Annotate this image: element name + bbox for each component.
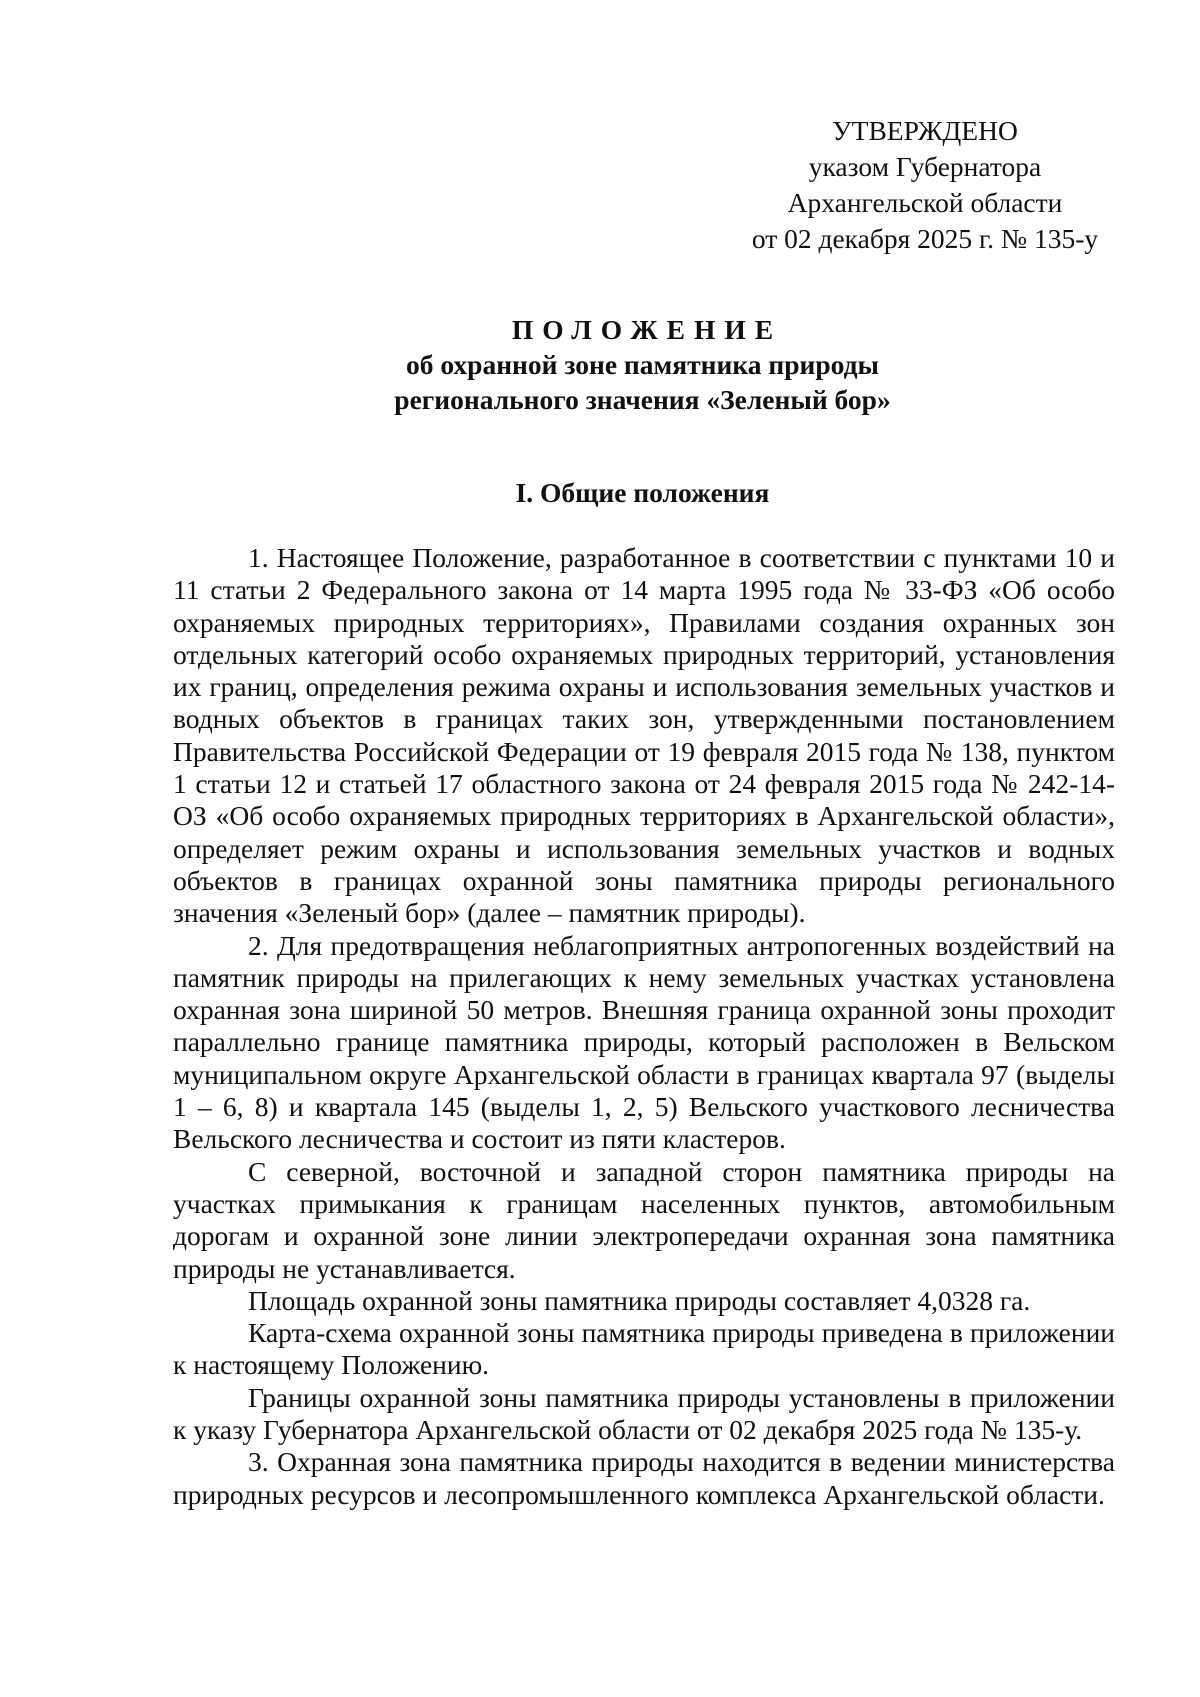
section-heading: I. Общие положения xyxy=(515,477,770,508)
approval-line-decree: указом Губернатора xyxy=(808,151,1042,182)
paragraph-4: Площадь охранной зоны памятника природы составляет 4,0328 га. xyxy=(248,1284,1031,1316)
approval-line-region: Архангельской области xyxy=(787,187,1063,218)
approval-line-date-number: от 02 декабря 2025 г. № 135-у xyxy=(751,223,1099,254)
paragraph-2: 2. Для предотвращения неблагоприятных антропогенных воздействий на памятник природы на прилегающих к нему земельных участках установлена охранная зона шириной 50 метров. Внешняя граница охранной зоны проходит параллельно границе памятника природы, который расположен в Вельском муниципальном округе Архангельской области в границах квартала 97 (выделы 1 – 6, 8) и квартала 145 (выделы 1, 2, 5) Вельского участкового лесничества Вельского лесничества и состоит из пяти кластеров. xyxy=(173,929,1115,1155)
document-heading: ПОЛОЖЕНИЕ xyxy=(511,314,783,345)
paragraph-6: Границы охранной зоны памятника природы установлены в приложении к указу Губернатора Архангельской области от 02 декабря 2025 года № 135-у. xyxy=(173,1381,1115,1446)
document-body xyxy=(173,542,1115,1511)
paragraph-7: 3. Охранная зона памятника природы находится в ведении министерства природных ресурсов и лесопромышленного комплекса Архангельской области. xyxy=(173,1446,1115,1510)
paragraph-1: 1. Настоящее Положение, разработанное в соответствии с пунктами 10 и 11 статьи 2 Федерального закона от 14 марта 1995 года № 33-ФЗ «Об особо охраняемых природных территориях», Правилами создания охранных зон отдельных категорий особо охраняемых природных территорий, установления их границ, определения режима охраны и использования земельных участков и водных объектов в границах таких зон, утвержденными постановлением Правительства Российской Федерации от 19 февраля 2015 года № 138, пунктом 1 статьи 12 и статьей 17 областного закона от 24 февраля 2015 года № 242-14-ОЗ «Об особо охраняемых природных территориях в Архангельской области», определяет режим охраны и использования земельных участков и водных объектов в границах охранной зоны памятника природы регионального значения «Зеленый бор» (далее – памятник природы). xyxy=(173,542,1115,929)
paragraph-5: Карта-схема охранной зоны памятника природы приведена в приложении к настоящему Положению. xyxy=(173,1317,1115,1381)
document-title xyxy=(170,312,1115,417)
document-subtitle-line-1: об охранной зоне памятника природы xyxy=(405,349,880,380)
approval-line-approved: УТВЕРЖДЕНО xyxy=(832,115,1018,146)
paragraph-3: С северной, восточной и западной сторон памятника природы на участках примыкания к границам населенных пунктов, автомобильным дорогам и охранной зоне линии электропередачи охранная зона памятника природы не устанавливается. xyxy=(173,1155,1115,1284)
document-subtitle-line-2: регионального значения «Зеленый бор» xyxy=(394,384,891,415)
approval-stamp xyxy=(705,113,1145,257)
